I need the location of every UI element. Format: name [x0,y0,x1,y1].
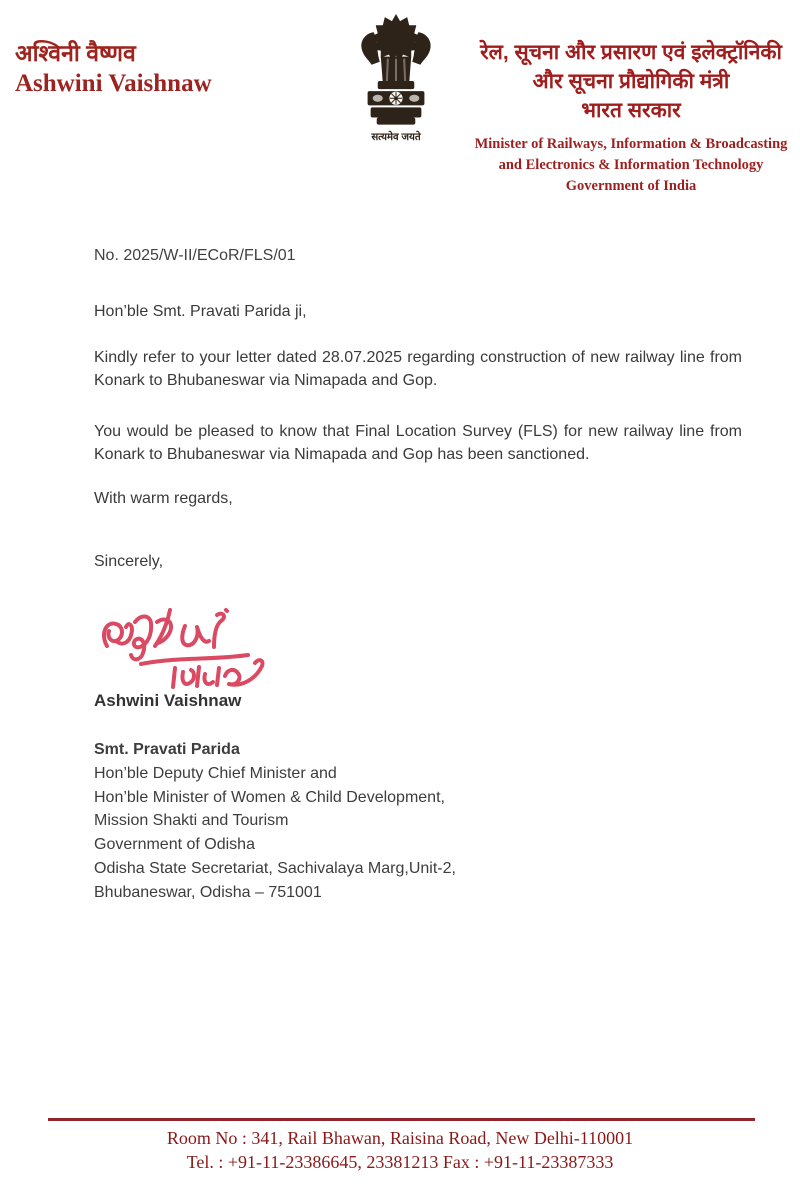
recipient-line: Mission Shakti and Tourism [94,812,289,830]
recipient-line: Odisha State Secretariat, Sachivalaya Marg,Unit-2, [94,859,456,877]
national-emblem [338,12,454,148]
emblem-motto: सत्यमेव जयते [371,131,421,143]
recipient-name: Smt. Pravati Parida [94,741,240,758]
signatory-name: Ashwini Vaishnaw [94,691,242,710]
ministry-title-english-2: and Electronics & Information Technology [498,157,764,173]
ministry-title-english-3: Government of India [565,178,697,194]
footer-block [0,1126,800,1174]
ministry-title-hindi-3: भारत सरकार [581,99,681,122]
ministry-title-english-1: Minister of Railways, Information & Broadcasting [474,136,788,152]
body-paragraph-2: You would be pleased to know that Final Location Survey (FLS) for new railway line from Konark to Bhubaneswar via Nimapada and Gop has been sanctioned. [94,423,742,463]
salutation: Hon’ble Smt. Pravati Parida ji, [94,303,307,320]
handwritten-signature [95,602,280,694]
body-paragraph-1: Kindly refer to your letter dated 28.07.2025 regarding construction of new railway line from Konark to Bhubaneswar via Nimapada and Gop. [94,349,742,389]
state-emblem-of-india-icon [338,12,454,148]
signature-scribble-icon [95,602,280,694]
minister-name-block [15,38,315,100]
footer-divider [48,1118,755,1121]
ministry-title-hindi-1: रेल, सूचना और प्रसारण एवं इलेक्ट्रॉनिकी [480,41,782,64]
minister-name-hindi: अश्विनी वैष्णव [15,40,136,66]
reference-number: No. 2025/W-II/ECoR/FLS/01 [94,247,296,264]
recipient-address-block [94,738,456,905]
ministry-title-hindi-2: और सूचना प्रौद्योगिकी मंत्री [532,70,730,93]
recipient-line: Bhubaneswar, Odisha – 751001 [94,883,322,901]
closing-line: Sincerely, [94,553,164,570]
ministry-title-block [468,38,794,197]
footer-address: Room No : 341, Rail Bhawan, Raisina Road, New Delhi-110001 [166,1128,634,1148]
minister-name-english: Ashwini Vaishnaw [15,70,212,97]
recipient-line: Hon’ble Deputy Chief Minister and [94,764,337,782]
regards-line: With warm regards, [94,490,233,507]
recipient-line: Government of Odisha [94,836,255,854]
footer-contact: Tel. : +91-11-23386645, 23381213 Fax : +91-11-23387333 [186,1152,614,1172]
recipient-line: Hon’ble Minister of Women & Child Development, [94,788,445,806]
